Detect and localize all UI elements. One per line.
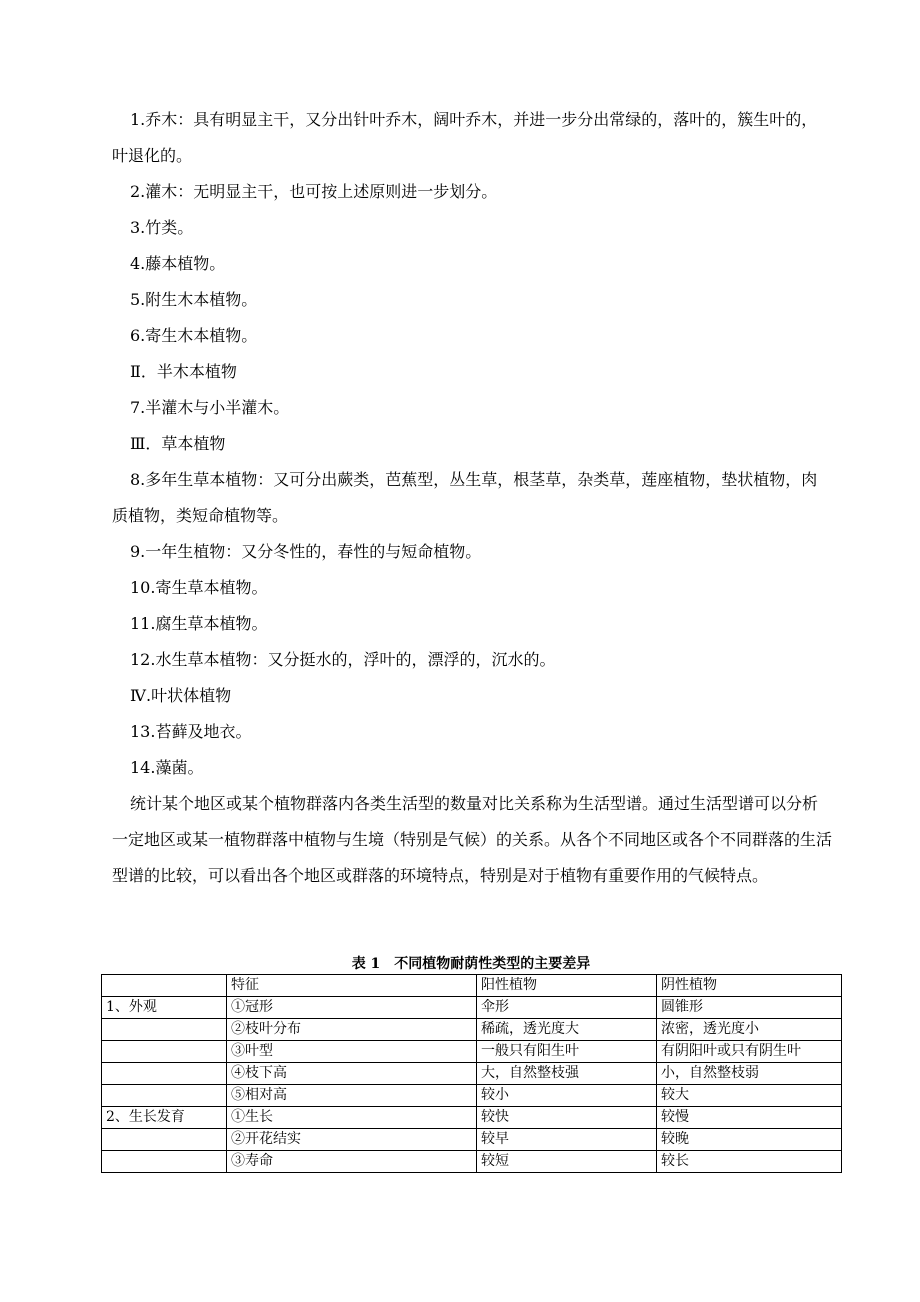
paragraph-mosses-lichens: 13.苔藓及地衣。 [130, 722, 252, 741]
paragraph-parasitic-woody: 6.寄生木本植物。 [130, 326, 258, 345]
table-cell: 较长 [657, 1151, 842, 1173]
table-cell: 较短 [477, 1151, 657, 1173]
table-row [102, 1151, 842, 1173]
table-cell: ⑤相对高 [227, 1085, 477, 1107]
table-cell: 2、生长发育 [102, 1107, 227, 1129]
paragraph-perennial-herbs: 8.多年生草本植物：又可分出蕨类，芭蕉型，丛生草，根茎草，杂类草，莲座植物，垫状植物，肉质植物，类短命植物等。 [112, 470, 818, 525]
section-heading-herbaceous: Ⅲ．草本植物 [130, 434, 226, 453]
table-cell: 较晚 [657, 1129, 842, 1151]
table-header-cell: 特征 [227, 975, 477, 997]
table-cell: 较小 [477, 1085, 657, 1107]
paragraph-vines: 4.藤本植物。 [130, 254, 226, 273]
table-cell: ②开花结实 [227, 1129, 477, 1151]
table-cell: 伞形 [477, 997, 657, 1019]
table-cell: 大，自然整枝强 [477, 1063, 657, 1085]
table-cell [102, 1041, 227, 1063]
table-cell: 较早 [477, 1129, 657, 1151]
table-cell: 较快 [477, 1107, 657, 1129]
table-cell: 较慢 [657, 1107, 842, 1129]
table-cell [102, 1129, 227, 1151]
table-header-row [102, 975, 842, 997]
table-cell: 浓密，透光度小 [657, 1019, 842, 1041]
table-cell [102, 1019, 227, 1041]
table-row [102, 1019, 842, 1041]
table-cell: ②枝叶分布 [227, 1019, 477, 1041]
table-cell: 有阴阳叶或只有阴生叶 [657, 1041, 842, 1063]
table-header-cell: 阴性植物 [657, 975, 842, 997]
paragraph-bamboo: 3.竹类。 [130, 218, 194, 237]
table-row [102, 1129, 842, 1151]
table-cell: ①冠形 [227, 997, 477, 1019]
table-row [102, 1063, 842, 1085]
table-row [102, 1107, 842, 1129]
section-heading-thallophytes: Ⅳ.叶状体植物 [130, 686, 232, 705]
table-cell: ④枝下高 [227, 1063, 477, 1085]
paragraph-life-form-spectrum: 统计某个地区或某个植物群落内各类生活型的数量对比关系称为生活型谱。通过生活型谱可以分析一定地区或某一植物群落中植物与生境（特别是气候）的关系。从各个不同地区或各个不同群落的生活型谱的比较，可以看出各个地区或群落的环境特点，特别是对于植物有重要作用的气候特点。 [112, 794, 833, 885]
table-cell [102, 1063, 227, 1085]
table-cell: ①生长 [227, 1107, 477, 1129]
table-cell: 小，自然整枝弱 [657, 1063, 842, 1085]
paragraph-shrubs: 2.灌木：无明显主干，也可按上述原则进一步划分。 [130, 182, 498, 201]
table-header-cell: 阳性植物 [477, 975, 657, 997]
table-cell: 较大 [657, 1085, 842, 1107]
paragraph-annual-plants: 9.一年生植物：又分冬性的，春性的与短命植物。 [130, 542, 482, 561]
paragraph-epiphytic-woody: 5.附生木本植物。 [130, 290, 258, 309]
paragraph-algae-fungi: 14.藻菌。 [130, 758, 204, 777]
table-row [102, 1041, 842, 1063]
table-caption: 表 1 不同植物耐荫性类型的主要差异 [351, 956, 591, 972]
table-row [102, 997, 842, 1019]
table-cell: 一般只有阳生叶 [477, 1041, 657, 1063]
table-cell: 1、外观 [102, 997, 227, 1019]
table-cell: ③叶型 [227, 1041, 477, 1063]
section-heading-semi-woody: Ⅱ．半木本植物 [130, 362, 237, 381]
table-cell: ③寿命 [227, 1151, 477, 1173]
paragraph-subshrubs: 7.半灌木与小半灌木。 [130, 398, 290, 417]
table-cell: 圆锥形 [657, 997, 842, 1019]
shade-tolerance-table [101, 974, 842, 1173]
paragraph-trees: 1.乔木：具有明显主干，又分出针叶乔木，阔叶乔木，并进一步分出常绿的，落叶的，簇生叶的，叶退化的。 [112, 110, 818, 165]
table-cell: 稀疏，透光度大 [477, 1019, 657, 1041]
table-cell [102, 1085, 227, 1107]
table-header-cell [102, 975, 227, 997]
table-cell [102, 1151, 227, 1173]
paragraph-aquatic-herbs: 12.水生草本植物：又分挺水的，浮叶的，漂浮的，沉水的。 [130, 650, 556, 669]
paragraph-parasitic-herbs: 10.寄生草本植物。 [130, 578, 268, 597]
paragraph-saprophytic-herbs: 11.腐生草本植物。 [130, 614, 268, 633]
table-row [102, 1085, 842, 1107]
